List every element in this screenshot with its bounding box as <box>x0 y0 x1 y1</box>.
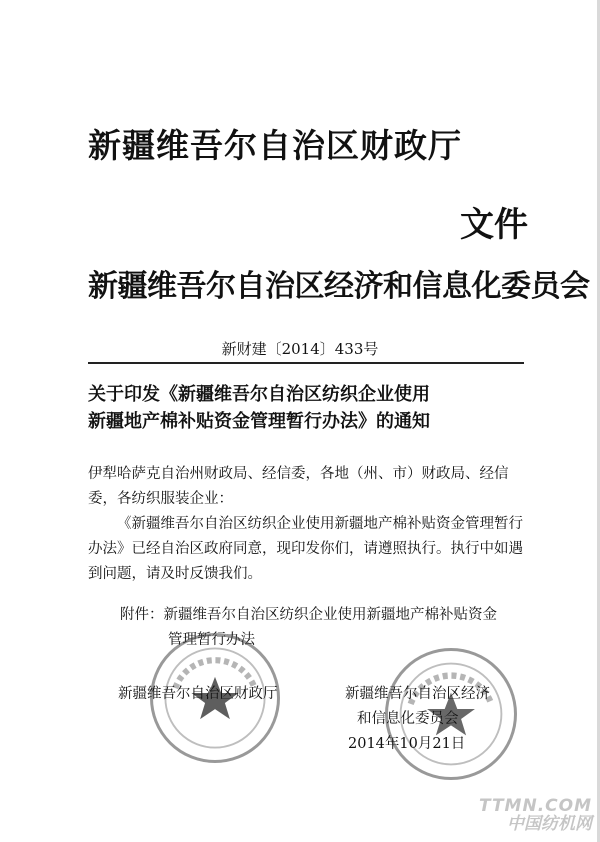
attachment-line-1: 附件：新疆维吾尔自治区纺织企业使用新疆地产棉补贴资金 <box>120 607 497 623</box>
document-body <box>88 462 532 587</box>
signature-economy-committee <box>345 682 490 757</box>
document-title <box>88 381 528 435</box>
addressee: 伊犁哈萨克自治州财政局、经信委，各地（州、市）财政局、经信委，各纺织服装企业： <box>88 466 509 507</box>
watermark-en: TTMN.COM <box>478 795 592 816</box>
issuer-name-economy: 新疆维吾尔自治区经济和信息化委员会 <box>88 269 590 304</box>
document-number: 新财建〔2014〕433号 <box>221 340 379 358</box>
body-paragraph: 《新疆维吾尔自治区纺织企业使用新疆地产棉补贴资金管理暂行办法》已经自治区政府同意，现印发你们，请遵照执行。执行中如遇到问题，请及时反馈我们。 <box>88 516 523 582</box>
issuer-name-finance: 新疆维吾尔自治区财政厅 <box>88 126 462 165</box>
title-line-1: 关于印发《新疆维吾尔自治区纺织企业使用 <box>88 384 430 405</box>
header-divider <box>88 362 524 364</box>
title-line-2: 新疆地产棉补贴资金管理暂行办法》的通知 <box>88 411 430 432</box>
document-word: 文件 <box>460 205 528 245</box>
signature-line-2: 和信息化委员会 <box>357 711 459 727</box>
signature-line-1: 新疆维吾尔自治区经济 <box>345 686 490 702</box>
watermark <box>479 797 592 834</box>
watermark-cn: 中国纺机网 <box>507 814 592 835</box>
signature-finance-dept: 新疆维吾尔自治区财政厅 <box>118 686 278 702</box>
attachment-line-2: 管理暂行办法 <box>168 632 255 648</box>
issue-date: 2014年10月21日 <box>348 736 466 752</box>
